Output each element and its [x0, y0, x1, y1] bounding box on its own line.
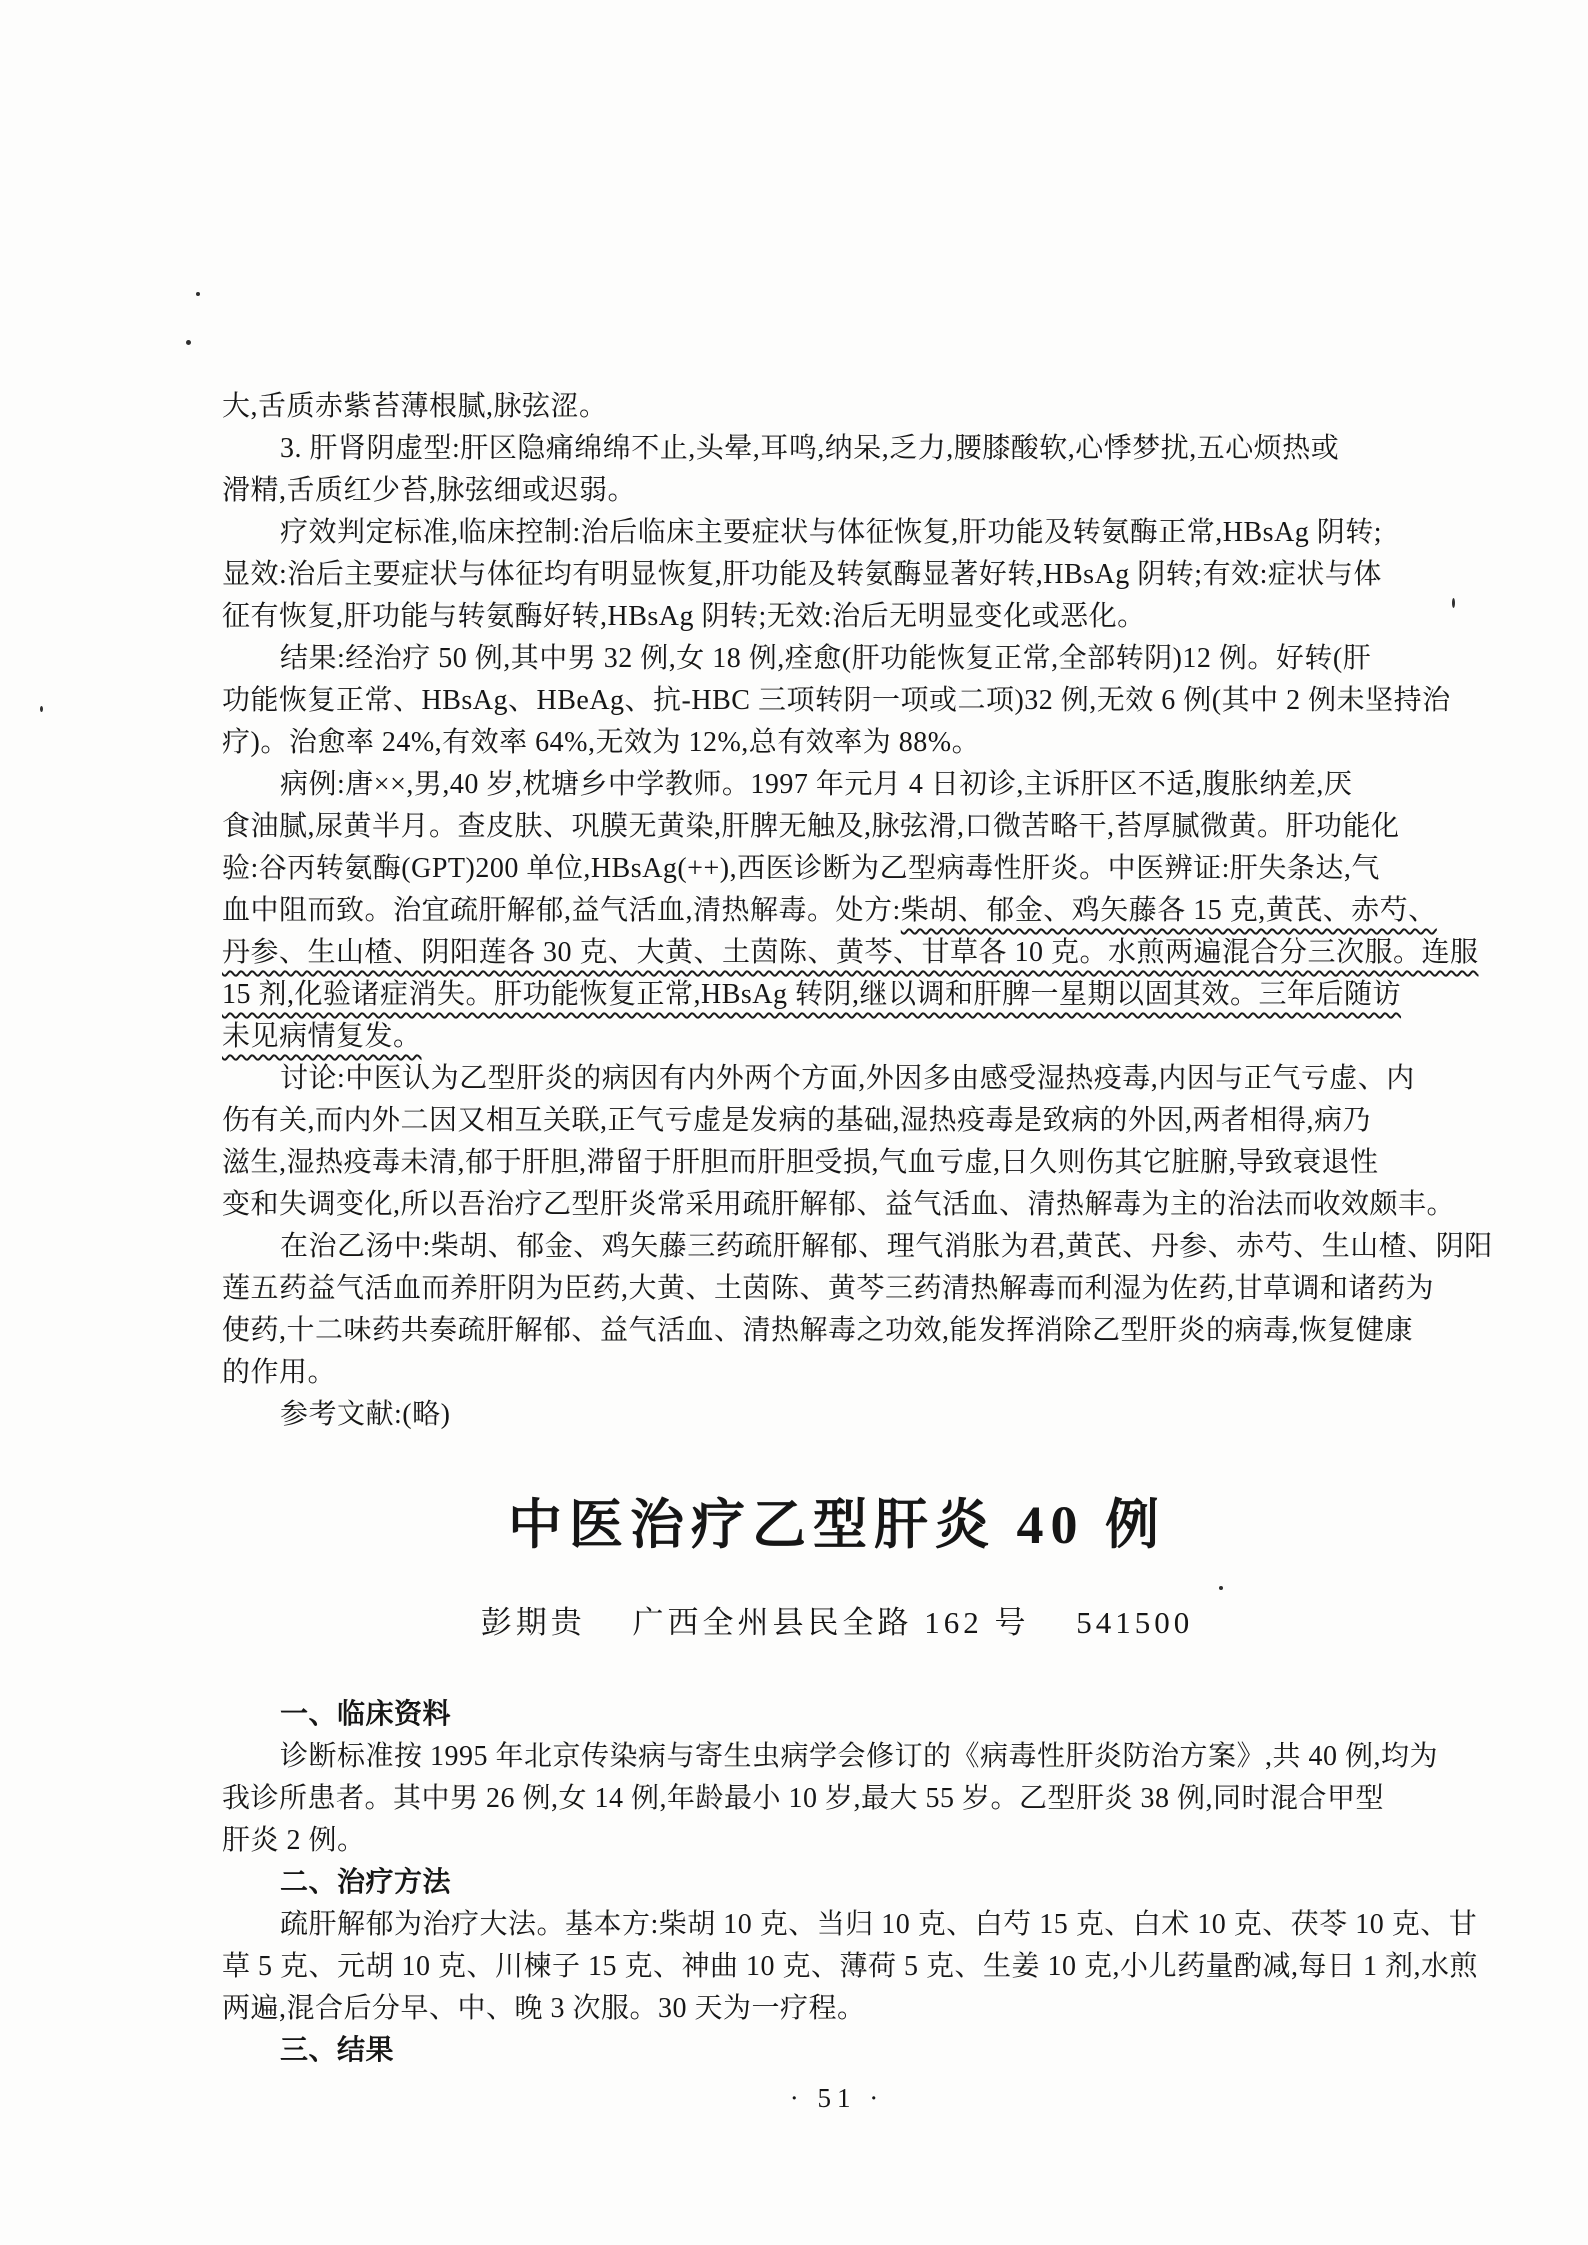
section-heading	[222, 1862, 1452, 1904]
text-line	[222, 1100, 1452, 1142]
article-author-line: 彭期贵 广西全州县民全路 162 号 541500	[480, 1605, 1194, 1640]
text-segment: 诊断标准按 1995 年北京传染病与寄生虫病学会修订的《病毒性肝炎防治方案》,共 40 例,均为	[280, 1741, 1439, 1772]
text-segment: 我诊所患者。其中男 26 例,女 14 例,年龄最小 10 岁,最大 55 岁。乙型肝炎 38 例,同时混合甲型	[222, 1783, 1385, 1814]
text-line	[222, 1142, 1452, 1184]
text-line	[222, 596, 1452, 638]
text-line	[222, 1394, 1452, 1436]
article-title: 中医治疗乙型肝炎 40 例	[508, 1495, 1166, 1555]
text-segment: 滑精,舌质红少苔,脉弦细或迟弱。	[222, 475, 637, 506]
text-segment: 在治乙汤中:柴胡、郁金、鸡矢藤三药疏肝解郁、理气消胀为君,黄芪、丹参、赤芍、生山楂、阴阳	[280, 1231, 1493, 1262]
text-line	[222, 680, 1452, 722]
text-line	[222, 1058, 1452, 1100]
text-segment: 结果:经治疗 50 例,其中男 32 例,女 18 例,痊愈(肝功能恢复正常,全部转阴)12 例。好转(肝	[280, 643, 1372, 674]
page-number: · 51 ·	[789, 2083, 885, 2113]
text-line	[222, 806, 1452, 848]
text-line	[222, 890, 1452, 932]
text-line	[222, 1184, 1456, 1226]
text-segment: 变和失调变化,所以吾治疗乙型肝炎常采用疏肝解郁、益气活血、清热解毒为主的治法而收效颇丰。	[222, 1189, 1456, 1220]
text-segment: 验:谷丙转氨酶(GPT)200 单位,HBsAg(++),西医诊断为乙型病毒性肝炎。中医辨证:肝失条达,气	[222, 853, 1380, 884]
text-segment: 三、结果	[280, 2035, 395, 2066]
text-segment: 血中阻而致。治宜疏肝解郁,益气活血,清热解毒。处方:	[222, 895, 901, 926]
text-segment: 食油腻,尿黄半月。查皮肤、巩膜无黄染,肝脾无触及,脉弦滑,口微苦略干,苔厚腻微黄。肝功能化	[222, 811, 1400, 842]
text-line	[222, 974, 1452, 1016]
text-segment: 显效:治后主要症状与体征均有明显恢复,肝功能及转氨酶显著好转,HBsAg 阴转;有效:症状与体	[222, 559, 1382, 590]
text-line	[222, 386, 1452, 428]
text-segment: 二、治疗方法	[280, 1867, 452, 1898]
text-segment: 疗)。治愈率 24%,有效率 64%,无效为 12%,总有效率为 88%。	[222, 727, 981, 758]
text-segment: 疏肝解郁为治疗大法。基本方:柴胡 10 克、当归 10 克、白芍 15 克、白术 10 克、茯苓 10 克、甘	[280, 1909, 1478, 1940]
text-segment: 征有恢复,肝功能与转氨酶好转,HBsAg 阴转;无效:治后无明显变化或恶化。	[222, 601, 1146, 632]
article-sections	[222, 1694, 1479, 2072]
text-line	[222, 848, 1452, 890]
text-line	[222, 1352, 1452, 1394]
text-segment: 讨论:中医认为乙型肝炎的病因有内外两个方面,外因多由感受湿热疫毒,内因与正气亏虚、内	[280, 1063, 1415, 1094]
text-line	[222, 1946, 1479, 1988]
section-heading	[222, 1694, 1452, 1736]
text-line	[222, 722, 1452, 764]
text-line	[222, 1268, 1452, 1310]
text-line	[222, 1820, 1452, 1862]
text-segment: 大,舌质赤紫苔薄根腻,脉弦涩。	[222, 391, 608, 422]
text-line	[222, 554, 1452, 596]
text-line	[222, 1736, 1452, 1778]
text-segment: 功能恢复正常、HBsAg、HBeAg、抗-HBC 三项转阴一项或二项)32 例,无效 6 例(其中 2 例未坚持治	[222, 685, 1451, 716]
scan-speck	[1452, 598, 1455, 608]
text-segment: 滋生,湿热疫毒未清,郁于肝胆,滞留于肝胆而肝胆受损,气血亏虚,日久则伤其它脏腑,导致衰退性	[222, 1147, 1379, 1178]
hand-underlined-text: 15 剂,化验诸症消失。肝功能恢复正常,HBsAg 转阴,继以调和肝脾一星期以固其效。三年后随访	[222, 979, 1402, 1010]
scan-speck	[40, 706, 43, 712]
text-segment: 使药,十二味药共奏疏肝解郁、益气活血、清热解毒之功效,能发挥消除乙型肝炎的病毒,恢复健康	[222, 1315, 1414, 1346]
scan-speck	[186, 340, 191, 345]
text-line	[222, 638, 1452, 680]
text-line	[222, 1778, 1452, 1820]
text-line	[222, 1988, 1452, 2030]
text-segment: 伤有关,而内外二因又相互关联,正气亏虚是发病的基础,湿热疫毒是致病的外因,两者相得,病乃	[222, 1105, 1372, 1136]
text-segment: 肝炎 2 例。	[222, 1825, 366, 1856]
hand-underlined-text: 柴胡、郁金、鸡矢藤各 15 克,黄芪、赤芍、	[900, 895, 1437, 926]
text-line	[222, 1310, 1452, 1352]
scan-speck	[1219, 1586, 1223, 1590]
text-line	[222, 764, 1452, 806]
text-segment: 3. 肝肾阴虚型:肝区隐痛绵绵不止,头晕,耳鸣,纳呆,乏力,腰膝酸软,心悸梦扰,五心烦热或	[280, 433, 1340, 464]
text-line	[222, 1016, 1452, 1058]
text-segment: 一、临床资料	[280, 1699, 452, 1730]
scan-speck	[196, 292, 200, 296]
text-segment: 的作用。	[222, 1357, 337, 1388]
text-segment: 参考文献:(略)	[280, 1399, 451, 1430]
text-segment: 疗效判定标准,临床控制:治后临床主要症状与体征恢复,肝功能及转氨酶正常,HBsAg 阴转;	[280, 517, 1383, 548]
text-line	[222, 932, 1479, 974]
section-heading	[222, 2030, 1452, 2072]
text-line	[222, 1904, 1478, 1946]
text-line	[222, 512, 1452, 554]
previous-article-body	[222, 386, 1493, 1436]
text-line	[222, 428, 1452, 470]
text-segment: 莲五药益气活血而养肝阴为臣药,大黄、土茵陈、黄芩三药清热解毒而利湿为佐药,甘草调和诸药为	[222, 1273, 1435, 1304]
text-segment: 草 5 克、元胡 10 克、川楝子 15 克、神曲 10 克、薄荷 5 克、生姜 10 克,小儿药量酌减,每日 1 剂,水煎	[222, 1951, 1479, 1982]
text-segment: 病例:唐××,男,40 岁,枕塘乡中学教师。1997 年元月 4 日初诊,主诉肝区不适,腹胀纳差,厌	[280, 769, 1353, 800]
hand-underlined-text: 未见病情复发。	[222, 1021, 422, 1052]
hand-underlined-text: 丹参、生山楂、阴阳莲各 30 克、大黄、土茵陈、黄芩、甘草各 10 克。水煎两遍混合分三次服。连服	[222, 937, 1479, 968]
text-segment: 两遍,混合后分早、中、晚 3 次服。30 天为一疗程。	[222, 1993, 866, 2024]
text-line	[222, 1226, 1493, 1268]
text-line	[222, 470, 1452, 512]
